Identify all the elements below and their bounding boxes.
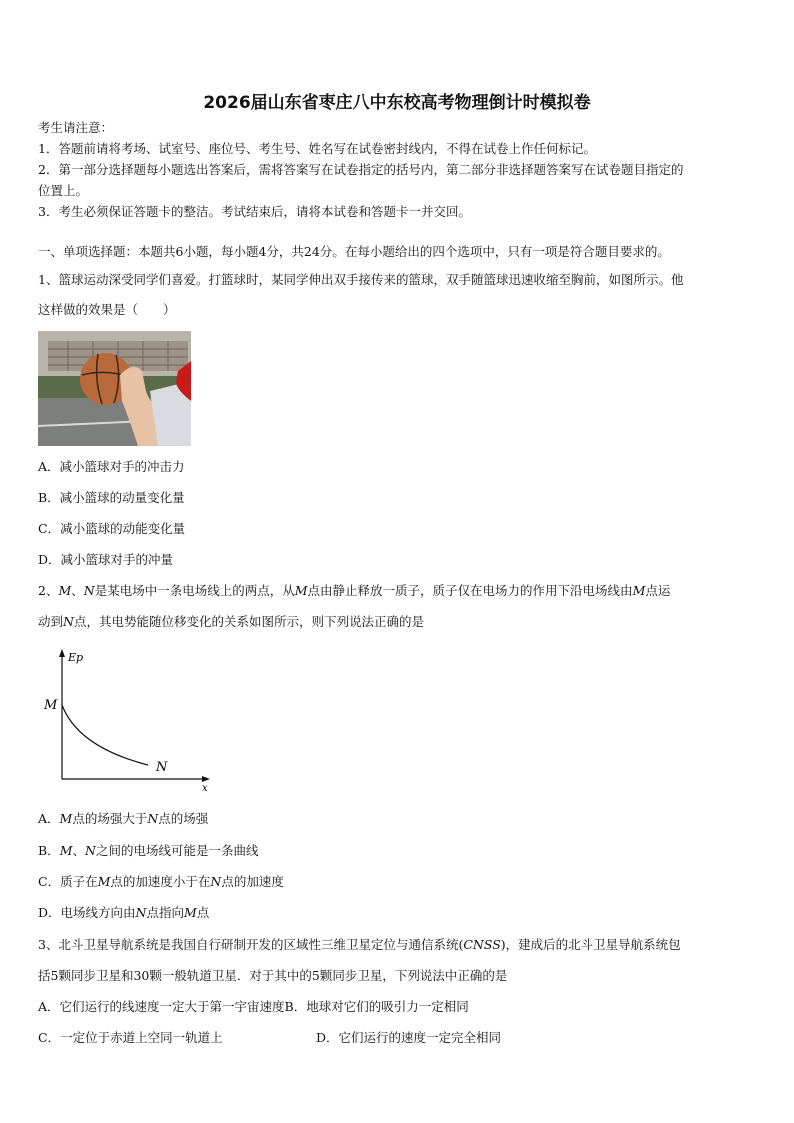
page-title: 2026届山东省枣庄八中东校高考物理倒计时模拟卷 <box>203 93 591 113</box>
q3-stem: 括5颗同步卫星和30颗一般轨道卫星．对于其中的5颗同步卫星，下列说法中正确的是 <box>38 968 508 983</box>
q3-option-d: D．它们运行的速度一定完全相同 <box>316 1030 502 1045</box>
q2-stem: 动到N点，其电势能随位移变化的关系如图所示，则下列说法正确的是 <box>38 614 424 629</box>
q2-option-d: D．电场线方向由N点指向M点 <box>38 905 210 920</box>
notice-item: 1．答题前请将考场、试室号、座位号、考生号、姓名写在试卷密封线内，不得在试卷上作任何标记。 <box>38 141 596 156</box>
y-axis-label: Ep <box>68 651 84 664</box>
q1-option-a: A．减小篮球对手的冲击力 <box>38 459 185 474</box>
q1-option-b: B．减小篮球的动量变化量 <box>38 490 185 505</box>
notice-item: 位置上。 <box>38 183 89 198</box>
q2-option-b: B．M、N之间的电场线可能是一条曲线 <box>38 843 259 858</box>
curve <box>62 705 148 765</box>
notice-item: 2．第一部分选择题每小题选出答案后，需将答案写在试卷指定的括号内，第二部分非选择题答案写在试卷题目指定的 <box>38 162 684 177</box>
notice-item: 3．考生必须保证答题卡的整洁。考试结束后，请将本试卷和答题卡一并交回。 <box>38 204 471 219</box>
q3-option-c: C．一定位于赤道上空同一轨道上 <box>38 1030 223 1045</box>
q2-option-a: A．M点的场强大于N点的场强 <box>38 811 209 826</box>
q1-option-c: C．减小篮球的动能变化量 <box>38 521 186 536</box>
q2-stem: 2、M、N是某电场中一条电场线上的两点，从M点由静止释放一质子，质子仅在电场力的作用下沿电场线由M点运 <box>38 583 671 598</box>
q1-stem: 1、篮球运动深受同学们喜爱。打篮球时，某同学伸出双手接传来的篮球，双手随篮球迅速收缩至胸前，如图所示。他 <box>38 272 684 287</box>
x-axis-arrow <box>202 776 210 782</box>
q1-stem: 这样做的效果是（ ） <box>38 302 176 317</box>
q3-option-a: A．它们运行的线速度一定大于第一宇宙速度B．地球对它们的吸引力一定相同 <box>38 999 469 1014</box>
y-axis-arrow <box>59 649 65 657</box>
section-heading: 一、单项选择题：本题共6小题，每小题4分，共24分。在每小题给出的四个选项中，只有一项是符合题目要求的。 <box>38 244 670 259</box>
q3-stem: 3、北斗卫星导航系统是我国自行研制开发的区域性三维卫星定位与通信系统(CNSS)，建成后的北斗卫星导航系统包 <box>38 937 681 952</box>
basketball-photo <box>38 331 191 446</box>
potential-energy-graph <box>38 647 213 792</box>
label-m: M <box>44 698 58 713</box>
q2-option-c: C．质子在M点的加速度小于在N点的加速度 <box>38 874 284 889</box>
x-axis-label: x <box>202 783 208 792</box>
label-n: N <box>156 760 168 775</box>
notice-heading: 考生请注意： <box>38 120 114 135</box>
q1-option-d: D．减小篮球对手的冲量 <box>38 552 174 567</box>
